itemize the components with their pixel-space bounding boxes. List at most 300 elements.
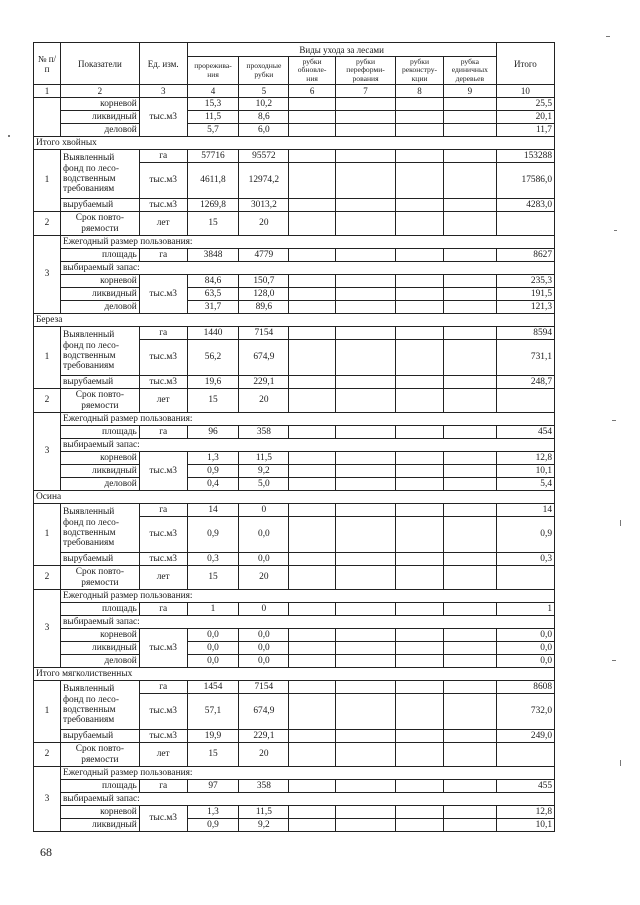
- thinning-value: 11,5: [187, 111, 239, 124]
- empty-cell: [496, 743, 554, 767]
- empty-cell: [289, 111, 336, 124]
- passage-value: 229,1: [239, 376, 289, 389]
- total-value: 732,0: [496, 694, 554, 730]
- unit-cell: тыс.м3: [139, 199, 187, 212]
- stock-label: выбираемый запас:: [60, 439, 554, 452]
- table-row: [34, 150, 555, 163]
- thinning-value: 15,3: [187, 98, 239, 111]
- empty-cell: [335, 642, 395, 655]
- empty-cell: [289, 629, 336, 642]
- row-number: 2: [34, 743, 61, 767]
- empty-cell: [289, 389, 336, 413]
- col-number-2: 2: [60, 85, 139, 98]
- empty-cell: [396, 150, 444, 163]
- row-label: ликвидный: [60, 465, 139, 478]
- col-num-header: № п/ п: [34, 43, 61, 85]
- thinning-value: 57,1: [187, 694, 239, 730]
- thinning-value: 15: [187, 566, 239, 590]
- thinning-value: 15: [187, 743, 239, 767]
- empty-cell: [335, 629, 395, 642]
- empty-cell: [289, 603, 336, 616]
- row-label: деловой: [60, 655, 139, 668]
- passage-value: 7154: [239, 327, 289, 340]
- empty-cell: [443, 629, 496, 642]
- empty-cell: [443, 389, 496, 413]
- row-label: корневой: [60, 98, 139, 111]
- table-row: [34, 668, 555, 681]
- table-row: [34, 236, 555, 249]
- row-label: вырубаемый: [60, 553, 139, 566]
- empty-cell: [443, 150, 496, 163]
- empty-cell: [443, 694, 496, 730]
- empty-cell: [443, 327, 496, 340]
- empty-cell: [396, 642, 444, 655]
- empty-cell: [396, 655, 444, 668]
- empty-cell: [289, 199, 336, 212]
- table-row: [34, 566, 555, 590]
- thinning-value: 1,3: [187, 806, 239, 819]
- row-label: Срок повто- ряемости: [60, 389, 139, 413]
- col-renewal-header: рубки обновле- ния: [289, 57, 336, 85]
- passage-value: 4779: [239, 249, 289, 262]
- total-value: 12,8: [496, 806, 554, 819]
- col-number-3: 3: [139, 85, 187, 98]
- col-number-7: 7: [335, 85, 395, 98]
- passage-value: 89,6: [239, 301, 289, 314]
- total-value: 153288: [496, 150, 554, 163]
- empty-cell: [335, 730, 395, 743]
- empty-cell: [443, 275, 496, 288]
- empty-cell: [34, 98, 61, 137]
- empty-cell: [396, 163, 444, 199]
- table-row: [34, 199, 555, 212]
- passage-value: 229,1: [239, 730, 289, 743]
- scan-speck: [612, 660, 616, 661]
- empty-cell: [443, 603, 496, 616]
- page-number: 68: [40, 845, 52, 859]
- row-number: 3: [34, 413, 61, 491]
- row-label: ликвидный: [60, 111, 139, 124]
- total-value: 8608: [496, 681, 554, 694]
- passage-value: 0: [239, 504, 289, 517]
- annual-label: Ежегодный размер пользования:: [60, 767, 554, 780]
- table-row: [34, 98, 555, 111]
- row-label: деловой: [60, 301, 139, 314]
- table-row: [34, 301, 555, 314]
- empty-cell: [396, 426, 444, 439]
- table-row: [34, 730, 555, 743]
- empty-cell: [289, 150, 336, 163]
- empty-cell: [443, 780, 496, 793]
- empty-cell: [335, 124, 395, 137]
- empty-cell: [443, 98, 496, 111]
- thinning-value: 97: [187, 780, 239, 793]
- empty-cell: [443, 517, 496, 553]
- total-value: 5,4: [496, 478, 554, 491]
- empty-cell: [289, 288, 336, 301]
- thinning-value: 5,7: [187, 124, 239, 137]
- empty-cell: [289, 301, 336, 314]
- col-number-9: 9: [443, 85, 496, 98]
- empty-cell: [396, 275, 444, 288]
- thinning-value: 0,3: [187, 553, 239, 566]
- row-number: 3: [34, 767, 61, 832]
- table-row: [34, 629, 555, 642]
- empty-cell: [443, 212, 496, 236]
- empty-cell: [443, 452, 496, 465]
- empty-cell: [335, 517, 395, 553]
- row-label: вырубаемый: [60, 199, 139, 212]
- thinning-value: 19,6: [187, 376, 239, 389]
- thinning-value: 15: [187, 389, 239, 413]
- empty-cell: [335, 452, 395, 465]
- empty-cell: [443, 806, 496, 819]
- col-thinning-header: прорежива- ния: [187, 57, 239, 85]
- empty-cell: [289, 163, 336, 199]
- row-label: корневой: [60, 452, 139, 465]
- empty-cell: [335, 111, 395, 124]
- row-label: площадь: [60, 426, 139, 439]
- table-row: [34, 124, 555, 137]
- col-reconstruct-header: рубки реконстру- кции: [396, 57, 444, 85]
- empty-cell: [335, 681, 395, 694]
- unit-cell: тыс.м3: [139, 806, 187, 832]
- empty-cell: [396, 111, 444, 124]
- table-row: [34, 465, 555, 478]
- types-title-header: Виды ухода за лесами: [187, 43, 496, 57]
- empty-cell: [396, 806, 444, 819]
- unit-cell: га: [139, 327, 187, 340]
- scan-speck: [612, 420, 616, 421]
- passage-value: 358: [239, 780, 289, 793]
- row-label: Срок повто- ряемости: [60, 212, 139, 236]
- thinning-value: 63,5: [187, 288, 239, 301]
- scan-speck: [614, 230, 617, 231]
- thinning-value: 1440: [187, 327, 239, 340]
- stock-label: выбираемый запас:: [60, 616, 554, 629]
- empty-cell: [335, 553, 395, 566]
- col-number-10: 10: [496, 85, 554, 98]
- empty-cell: [396, 376, 444, 389]
- table-row: [34, 603, 555, 616]
- empty-cell: [289, 212, 336, 236]
- thinning-value: 1269,8: [187, 199, 239, 212]
- passage-value: 20: [239, 566, 289, 590]
- passage-value: 11,5: [239, 806, 289, 819]
- passage-value: 9,2: [239, 819, 289, 832]
- empty-cell: [396, 249, 444, 262]
- row-number: 1: [34, 504, 61, 566]
- empty-cell: [289, 465, 336, 478]
- table-row: [34, 314, 555, 327]
- empty-cell: [396, 124, 444, 137]
- unit-cell: лет: [139, 566, 187, 590]
- stock-label: выбираемый запас:: [60, 262, 554, 275]
- empty-cell: [289, 819, 336, 832]
- table-row: [34, 111, 555, 124]
- thinning-value: 96: [187, 426, 239, 439]
- total-value: 0,3: [496, 553, 554, 566]
- empty-cell: [289, 124, 336, 137]
- empty-cell: [335, 694, 395, 730]
- thinning-value: 0,0: [187, 655, 239, 668]
- unit-cell: га: [139, 426, 187, 439]
- empty-cell: [289, 478, 336, 491]
- empty-cell: [335, 212, 395, 236]
- row-label: Выявленный фонд по лесо- водственным требованиям: [60, 327, 139, 376]
- total-value: 0,0: [496, 642, 554, 655]
- empty-cell: [443, 301, 496, 314]
- unit-cell: тыс.м3: [139, 98, 187, 137]
- scan-speck: [606, 36, 610, 37]
- total-value: 10,1: [496, 819, 554, 832]
- empty-cell: [335, 465, 395, 478]
- empty-cell: [335, 819, 395, 832]
- table-row: [34, 743, 555, 767]
- empty-cell: [443, 249, 496, 262]
- col-single_trees-header: рубка единичных деревьев: [443, 57, 496, 85]
- empty-cell: [335, 163, 395, 199]
- passage-value: 150,7: [239, 275, 289, 288]
- total-value: 8627: [496, 249, 554, 262]
- col-indicator-header: Показатели: [60, 43, 139, 85]
- unit-cell: га: [139, 150, 187, 163]
- empty-cell: [289, 780, 336, 793]
- table-row: [34, 413, 555, 426]
- total-value: 249,0: [496, 730, 554, 743]
- table-row: [34, 793, 555, 806]
- thinning-value: 0,9: [187, 819, 239, 832]
- empty-cell: [496, 212, 554, 236]
- thinning-value: 1: [187, 603, 239, 616]
- stock-label: выбираемый запас:: [60, 793, 554, 806]
- empty-cell: [289, 249, 336, 262]
- table-row: [34, 806, 555, 819]
- table-row: [34, 85, 555, 98]
- thinning-value: 0,9: [187, 517, 239, 553]
- total-value: 455: [496, 780, 554, 793]
- empty-cell: [443, 426, 496, 439]
- total-value: 1: [496, 603, 554, 616]
- passage-value: 11,5: [239, 452, 289, 465]
- passage-value: 95572: [239, 150, 289, 163]
- total-value: 0,0: [496, 655, 554, 668]
- col-number-8: 8: [396, 85, 444, 98]
- total-value: 454: [496, 426, 554, 439]
- row-number: 1: [34, 327, 61, 389]
- unit-cell: тыс.м3: [139, 163, 187, 199]
- empty-cell: [396, 603, 444, 616]
- thinning-value: 15: [187, 212, 239, 236]
- empty-cell: [335, 743, 395, 767]
- total-value: 20,1: [496, 111, 554, 124]
- empty-cell: [443, 478, 496, 491]
- empty-cell: [396, 389, 444, 413]
- table-row: [34, 275, 555, 288]
- thinning-value: 19,9: [187, 730, 239, 743]
- empty-cell: [443, 553, 496, 566]
- row-number: 3: [34, 590, 61, 668]
- empty-cell: [289, 327, 336, 340]
- empty-cell: [396, 730, 444, 743]
- empty-cell: [289, 566, 336, 590]
- total-value: 0,9: [496, 517, 554, 553]
- total-value: 191,5: [496, 288, 554, 301]
- empty-cell: [289, 340, 336, 376]
- unit-cell: тыс.м3: [139, 275, 187, 314]
- thinning-value: 0,0: [187, 642, 239, 655]
- empty-cell: [396, 681, 444, 694]
- unit-cell: га: [139, 603, 187, 616]
- row-label: деловой: [60, 478, 139, 491]
- empty-cell: [396, 819, 444, 832]
- row-number: 2: [34, 212, 61, 236]
- empty-cell: [396, 478, 444, 491]
- empty-cell: [289, 553, 336, 566]
- passage-value: 0,0: [239, 629, 289, 642]
- total-value: 248,7: [496, 376, 554, 389]
- empty-cell: [396, 301, 444, 314]
- empty-cell: [443, 566, 496, 590]
- empty-cell: [396, 199, 444, 212]
- empty-cell: [396, 98, 444, 111]
- thinning-value: 84,6: [187, 275, 239, 288]
- total-value: 14: [496, 504, 554, 517]
- thinning-value: 0,9: [187, 465, 239, 478]
- table-row: [34, 327, 555, 340]
- total-value: 121,3: [496, 301, 554, 314]
- empty-cell: [396, 566, 444, 590]
- empty-cell: [396, 553, 444, 566]
- empty-cell: [289, 98, 336, 111]
- row-label: вырубаемый: [60, 376, 139, 389]
- total-value: 0,0: [496, 629, 554, 642]
- empty-cell: [335, 275, 395, 288]
- col-total-header: Итого: [496, 43, 554, 85]
- table-row: [34, 249, 555, 262]
- table-row: [34, 439, 555, 452]
- table-row: [34, 590, 555, 603]
- section-title: Осина: [34, 491, 555, 504]
- empty-cell: [289, 694, 336, 730]
- empty-cell: [443, 340, 496, 376]
- thinning-value: 57716: [187, 150, 239, 163]
- passage-value: 20: [239, 212, 289, 236]
- empty-cell: [335, 98, 395, 111]
- empty-cell: [289, 730, 336, 743]
- empty-cell: [335, 288, 395, 301]
- passage-value: 674,9: [239, 694, 289, 730]
- thinning-value: 0,4: [187, 478, 239, 491]
- passage-value: 7154: [239, 681, 289, 694]
- table-row: [34, 478, 555, 491]
- table-row: [34, 655, 555, 668]
- thinning-value: 1454: [187, 681, 239, 694]
- thinning-value: 56,2: [187, 340, 239, 376]
- forest-care-table: [33, 42, 555, 832]
- thinning-value: 14: [187, 504, 239, 517]
- table-row: [34, 642, 555, 655]
- table-row: [34, 288, 555, 301]
- row-label: Срок повто- ряемости: [60, 566, 139, 590]
- col-passage-header: проходные рубки: [239, 57, 289, 85]
- passage-value: 358: [239, 426, 289, 439]
- empty-cell: [443, 743, 496, 767]
- empty-cell: [289, 504, 336, 517]
- unit-cell: га: [139, 681, 187, 694]
- thinning-value: 3848: [187, 249, 239, 262]
- empty-cell: [396, 340, 444, 376]
- passage-value: 20: [239, 743, 289, 767]
- unit-cell: тыс.м3: [139, 730, 187, 743]
- scan-speck: [620, 520, 621, 526]
- empty-cell: [496, 566, 554, 590]
- thinning-value: 0,0: [187, 629, 239, 642]
- section-title: Береза: [34, 314, 555, 327]
- empty-cell: [335, 566, 395, 590]
- table-row: [34, 616, 555, 629]
- empty-cell: [443, 376, 496, 389]
- passage-value: 0: [239, 603, 289, 616]
- row-label: ликвидный: [60, 819, 139, 832]
- empty-cell: [396, 288, 444, 301]
- empty-cell: [289, 806, 336, 819]
- row-label: ликвидный: [60, 642, 139, 655]
- table-row: [34, 452, 555, 465]
- empty-cell: [335, 806, 395, 819]
- empty-cell: [289, 376, 336, 389]
- total-value: 10,1: [496, 465, 554, 478]
- table-row: [34, 491, 555, 504]
- table-row: [34, 262, 555, 275]
- empty-cell: [396, 629, 444, 642]
- empty-cell: [443, 655, 496, 668]
- table-row: [34, 681, 555, 694]
- row-label: площадь: [60, 249, 139, 262]
- scan-speck: [620, 760, 621, 766]
- empty-cell: [496, 389, 554, 413]
- thinning-value: 31,7: [187, 301, 239, 314]
- thinning-value: 1,3: [187, 452, 239, 465]
- unit-cell: тыс.м3: [139, 376, 187, 389]
- unit-cell: лет: [139, 389, 187, 413]
- passage-value: 6,0: [239, 124, 289, 137]
- empty-cell: [443, 124, 496, 137]
- row-number: 1: [34, 150, 61, 212]
- col-number-1: 1: [34, 85, 61, 98]
- passage-value: 12974,2: [239, 163, 289, 199]
- passage-value: 8,6: [239, 111, 289, 124]
- empty-cell: [289, 681, 336, 694]
- row-label: вырубаемый: [60, 730, 139, 743]
- empty-cell: [443, 288, 496, 301]
- unit-cell: тыс.м3: [139, 553, 187, 566]
- table-row: [34, 767, 555, 780]
- empty-cell: [335, 199, 395, 212]
- table-row: [34, 504, 555, 517]
- row-label: Срок повто- ряемости: [60, 743, 139, 767]
- row-label: корневой: [60, 275, 139, 288]
- empty-cell: [335, 780, 395, 793]
- empty-cell: [443, 465, 496, 478]
- annual-label: Ежегодный размер пользования:: [60, 236, 554, 249]
- empty-cell: [443, 681, 496, 694]
- empty-cell: [396, 743, 444, 767]
- table-row: [34, 553, 555, 566]
- total-value: 4283,0: [496, 199, 554, 212]
- unit-cell: га: [139, 504, 187, 517]
- empty-cell: [335, 150, 395, 163]
